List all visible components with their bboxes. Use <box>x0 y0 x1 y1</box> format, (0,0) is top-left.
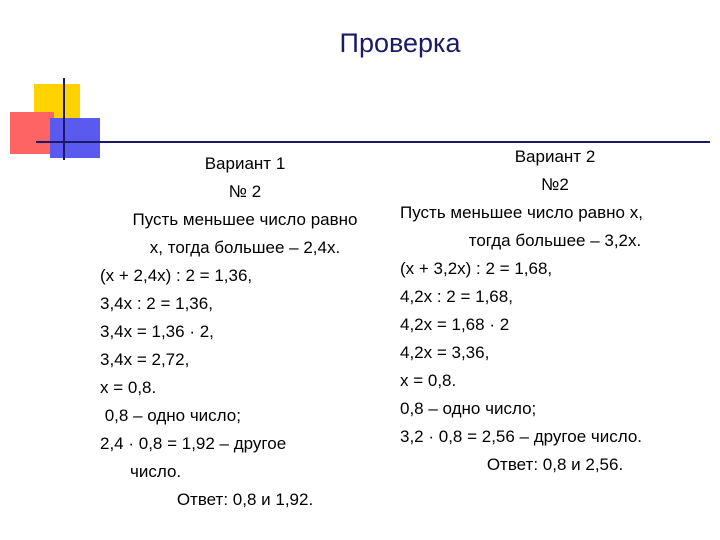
variant-2-column <box>400 143 710 479</box>
variant-1-result-1: 0,8 – одно число; <box>100 406 241 425</box>
variant-1-equation-5: х = 0,8. <box>100 378 157 397</box>
variant-1-result-2-line2: число. <box>130 462 182 481</box>
variant-2-result-1: 0,8 – одно число; <box>400 399 537 418</box>
variant-2-equation-3: 4,2х = 1,68 · 2 <box>400 315 510 334</box>
variant-1-equation-4: 3,4х = 2,72, <box>100 350 190 369</box>
variant-2-number: №2 <box>541 175 569 194</box>
variant-2-intro-line1: Пусть меньшее число равно х, <box>400 203 643 222</box>
variant-2-equation-4: 4,2х = 3,36, <box>400 343 490 362</box>
variant-2-equation-5: х = 0,8. <box>400 371 457 390</box>
variant-2-result-2: 3,2 · 0,8 = 2,56 – другое число. <box>400 427 643 446</box>
decor-blue-square <box>50 118 100 158</box>
variant-1-column <box>100 150 390 514</box>
variant-1-result-2-line1: 2,4 · 0,8 = 1,92 – другое <box>100 434 287 453</box>
variant-1-header: Вариант 1 <box>204 154 286 173</box>
variant-1-intro-line1: Пусть меньшее число равно <box>132 210 358 229</box>
variant-1-number: № 2 <box>228 182 262 201</box>
variant-1-answer: Ответ: 0,8 и 1,92. <box>176 490 314 509</box>
variant-2-header: Вариант 2 <box>514 147 596 166</box>
variant-1-equation-1: (х + 2,4х) : 2 = 1,36, <box>100 266 253 285</box>
variant-1-equation-2: 3,4х : 2 = 1,36, <box>100 294 213 313</box>
variant-2-equation-2: 4,2х : 2 = 1,68, <box>400 287 513 306</box>
variant-2-equation-1: (х + 3,2х) : 2 = 1,68, <box>400 259 553 278</box>
variant-1-equation-3: 3,4х = 1,36 · 2, <box>100 322 214 341</box>
variant-2-intro-line2: тогда большее – 3,2х. <box>468 231 642 250</box>
decor-vertical-line <box>63 78 65 160</box>
decor-red-square <box>10 112 54 154</box>
slide-title: Проверка <box>339 28 461 58</box>
variant-1-intro-line2: х, тогда большее – 2,4х. <box>149 238 341 257</box>
variant-2-answer: Ответ: 0,8 и 2,56. <box>486 455 624 474</box>
